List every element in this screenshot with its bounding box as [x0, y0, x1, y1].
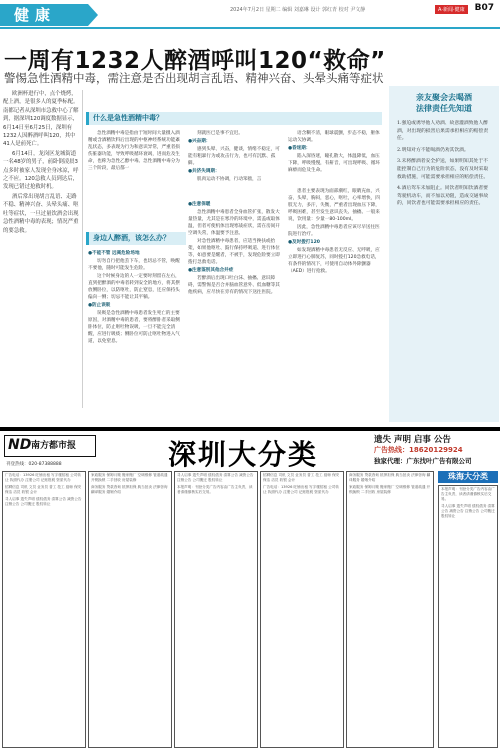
body-paragraph: 如发现酒精中毒患者无反应、无呼吸，应立即进行心肺复苏，同时拨打120急救电话，有条件的情况下，可使用自动体外除颤器（AED）进行抢救。: [288, 248, 380, 274]
body-paragraph: 患者主要表现为面部潮红，眼睛充血，兴奋，头晕，胸闷，恶心，呕吐，心率增快，四肢无力，多汗，失衡，严重者出现血压下降，呼吸困难，甚至发生意识丧失、抽搐。一般来说，饮用量：少量一80-100ml。: [288, 189, 380, 222]
body-paragraph: 急性酒精中毒患者全身血管扩张，散发大量热量，尤其是在寒冷的环境中，需盖或取体温，但者可使机体出现寒战症状，需在房间开空调失常，体温要予注意。: [188, 210, 280, 236]
classified-block: [174, 471, 258, 748]
page-header: [0, 0, 500, 28]
body-paragraph: 若醉酒后出现口吐白沫、抽搐、意识障碍，需警惕是否合并脑血管意外、低血糖等其他疾病，应尽快在旁有的情况下送往医院。: [188, 276, 280, 295]
lead-paragraph: 欧洲杯进行中，点个烧烤，配上酒，是很多人的夏季标配。南都记者从深圳市急救中心了解到，据深圳120调度数据显示，6月14日至6月25日，深圳有1232人因醉酒呼叫120，其中41人是前死亡。: [3, 91, 79, 148]
classified-block: [2, 471, 86, 748]
body-paragraph: 陷入深昏迷，瞳孔散大，体温降低，血压下降，呼吸慢慢，有鼾音，可出现呼吸、循环麻痹而危及生命。: [288, 154, 380, 173]
dateline: 2024年7月2日 星期二 编辑 刘嘉琳 设计 郭红青 校对 尹文静: [230, 7, 366, 13]
notice-phone: 广告热线：18620129924: [374, 446, 463, 454]
sidebar-item: 3.未将醉酒者安全护送，如果明知其处于不能控制自己行为的危险状态，没有及时采取救助措施，可能需要承担相应的赔偿责任。: [397, 159, 489, 180]
bullet-title: ●及时拨打120: [288, 240, 320, 245]
classified-text: 家政服务 保姆月嫂 搬家搬厂 空调维修 管道疏通 开锁换锁 二手回收 房屋装修: [349, 485, 431, 494]
classified-grid: [2, 471, 498, 748]
bullet-title: ●不能不管 远离危险场地: [88, 251, 140, 256]
classified-text: 招聘信息 司机 文员 业务员 普工 技工 厨师 保安 保洁 店员 收银 会计: [5, 485, 82, 494]
sidebar-item: 4.酒后驾车未加阻止。同饮者明知饮酒者要驾驶机动车，而不加以劝阻，造成交通事故的，同饮者也可能需要承担相应的责任。: [397, 186, 489, 207]
body-paragraph: 刻就医已是事不宜迟。: [197, 131, 243, 136]
classified-text: 家政服务 保姆月嫂 搬家搬厂 空调维修 管道疏通 开锁换锁 二手回收 房屋装修: [91, 473, 168, 482]
logo-name: 南方都市报: [31, 441, 77, 451]
sidebar-item: 2.明知对方不能喝酒仍劝其饮酒。: [397, 147, 469, 153]
classified-block: [346, 471, 434, 748]
newspaper-logo: [4, 435, 96, 457]
column-divider: [82, 90, 83, 408]
header-rule: [0, 27, 500, 29]
classified-block: [260, 471, 344, 748]
notice-agent: 独家代理：广东找叶广告有限公司: [374, 457, 472, 465]
column-4: [288, 130, 384, 410]
editor-badge: A·新闻·健康: [435, 5, 468, 14]
body-paragraph: 切勿自行把他丢下车，也切忌不管，唤醒不要他，随时可能发生危险。: [88, 259, 180, 271]
classified-text: 寻人启事 遗失声明 债权债务 清算公告 减资公告 注销公告 公司搬迁 股权转让: [177, 473, 254, 482]
zhuhai-classifieds-tag: 珠海大分类: [438, 471, 498, 483]
headline: 一周有1232人醉酒呼叫120“救命”: [4, 48, 386, 74]
classified-text: 商务服务 贷款咨询 抵押担保 典当拍卖 法律咨询 翻译服务 婚姻介绍: [349, 473, 431, 482]
lead-paragraph: 6月14日，龙岗区龙城街道一名48岁的男子，前卧倒凌晨3点多时被家人发现全身冰凉，呼之不应。120急救人员到达后，发现已错过抢救时机。: [3, 150, 79, 191]
classified-text: 广告电话：13926 旺铺出租 写字楼招租 公司转让 执照代办 注册公司 记账报税 资质代办: [263, 485, 339, 494]
bullet-title: ●昏迷期：: [288, 146, 311, 151]
body-paragraph: 感到头晕、兴奋，健谈，情绪不稳定，可能有粗暴行为或攻击行为，也可有沉默、孤僻。: [188, 147, 280, 166]
classified-block: [88, 471, 172, 748]
classified-text: 广告电话：13926 旺铺出租 写字楼招租 公司转让 执照代办 注册公司 记账报税 资质代办: [5, 473, 81, 482]
box-heading-what-is: 什么是急性酒精中毒？: [86, 112, 382, 125]
section-tag: 健康: [0, 4, 88, 26]
classified-text: 本报声明：刊登分类广告内容由广告主负责，读者请谨慎核实后交易。: [441, 487, 495, 501]
body-paragraph: 因此，急性酒精中毒患者应该尽早送往医院进行治疗。: [288, 225, 380, 237]
sidebar-body: [389, 114, 499, 208]
body-paragraph: 这个时候身边的人一定要时刻留在左右，直到把醉酒的中毒者转到安全的地方，将其摆放侧卧位，以防呕吐，防止窒息，还应保持头偏向一侧；切忌不能让其平躺。: [88, 274, 180, 300]
bullet-title: ●注意鉴别其他合并症: [188, 268, 234, 273]
classified-text: 寻人启事 遗失声明 债权债务 清算公告 减资公告 注销公告 公司搬迁 股权转让: [5, 497, 82, 506]
classified-ads: [0, 431, 500, 750]
bullet-title: ●兴奋期：: [188, 139, 211, 144]
page-number: B07: [474, 3, 494, 13]
ad-phone: 刊登热线：020-87388888: [6, 462, 62, 467]
sidebar-title: [389, 92, 499, 114]
bullet-title: ●注意保暖: [188, 202, 211, 207]
classified-block: [438, 485, 498, 748]
bullet-title: ●防止误吸: [88, 303, 111, 308]
bullet-title: ●共济失调期：: [188, 169, 220, 174]
article-body: [0, 86, 500, 426]
classifieds-title: 深圳大分类: [168, 438, 319, 471]
column-2-top: [88, 130, 182, 228]
classified-text: 商务服务 贷款咨询 抵押担保 典当拍卖 法律咨询 翻译服务 婚姻介绍: [91, 485, 168, 494]
subheadline: 警惕急性酒精中毒，需注意是否出现胡言乱语、精神兴奋、头晕头痛等症状: [4, 71, 384, 85]
lead-column: [3, 90, 79, 408]
sidebar-item: 1.强迫或诱导他人劝酒、故意灌酒致他人醉酒，对出现的损害后果需承担相应的赔偿责任。: [397, 121, 489, 142]
column-2-bottom: [88, 250, 182, 410]
body-paragraph: 肌肉运动不协调，行动笨拙，言: [197, 177, 262, 182]
lead-paragraph: 酒后常出现胡言乱语、走路不稳、精神兴奋、头晕头痛、呕吐等症状，一旦过量饮酒会出现急性酒精中毒的表现；情况严重的要急救。: [3, 193, 79, 234]
box-heading-what-to-do: 身边人醉酒，该怎么办？: [86, 232, 186, 245]
body-paragraph: 语含糊不清，眼球震颤，步态不稳，躯体运动欠协调。: [288, 131, 380, 143]
body-paragraph: 误吸是急性酒精中毒患者发生死亡的主要原因，对酒精中毒的患者，要将醉卧者采取侧卧体位，防止呕吐物误吸，一旦不能完全清醒，应进行吸痰；侧卧位可防止呕吐物进入气道，以免窒息。: [88, 311, 180, 344]
logo-mark: ND: [8, 437, 32, 453]
body-paragraph: 急性酒精中毒是指由于短时间大量摄入酒精或含酒精饮料后出现的中枢神经系统功能紊乱状态，多表现为行为和意识异常，严重者损伤脏器功能，导致呼吸循环衰竭，进而危及生命，也称为急性乙醇中毒。急性酒精中毒分为三个阶段，最后都一: [88, 131, 180, 171]
notice-title: 遗失 声明 启事 公告: [374, 435, 451, 445]
classified-text: 招聘信息 司机 文员 业务员 普工 技工 厨师 保安 保洁 店员 收银 会计: [263, 473, 340, 482]
column-3: [188, 130, 284, 410]
sidebar-title-text: 亲友聚会去喝酒 法律责任先知道: [416, 93, 472, 113]
legal-sidebar: [389, 86, 499, 422]
classified-text: 寻人启事 遗失声明 债权债务 清算公告 减资公告 注销公告 公司搬迁 股权转让: [441, 504, 495, 518]
classified-text: 本报声明：刊登分类广告内容由广告主负责，读者请谨慎核实后交易。: [177, 485, 253, 494]
body-paragraph: 对急性酒精中毒患者，应适当搀扶或抬架，如果他呕吐、鼓行保持呼吸道、进行体位等，如意要是醒者，不被手，发现危险要立即拨打急救电话。: [188, 239, 280, 265]
